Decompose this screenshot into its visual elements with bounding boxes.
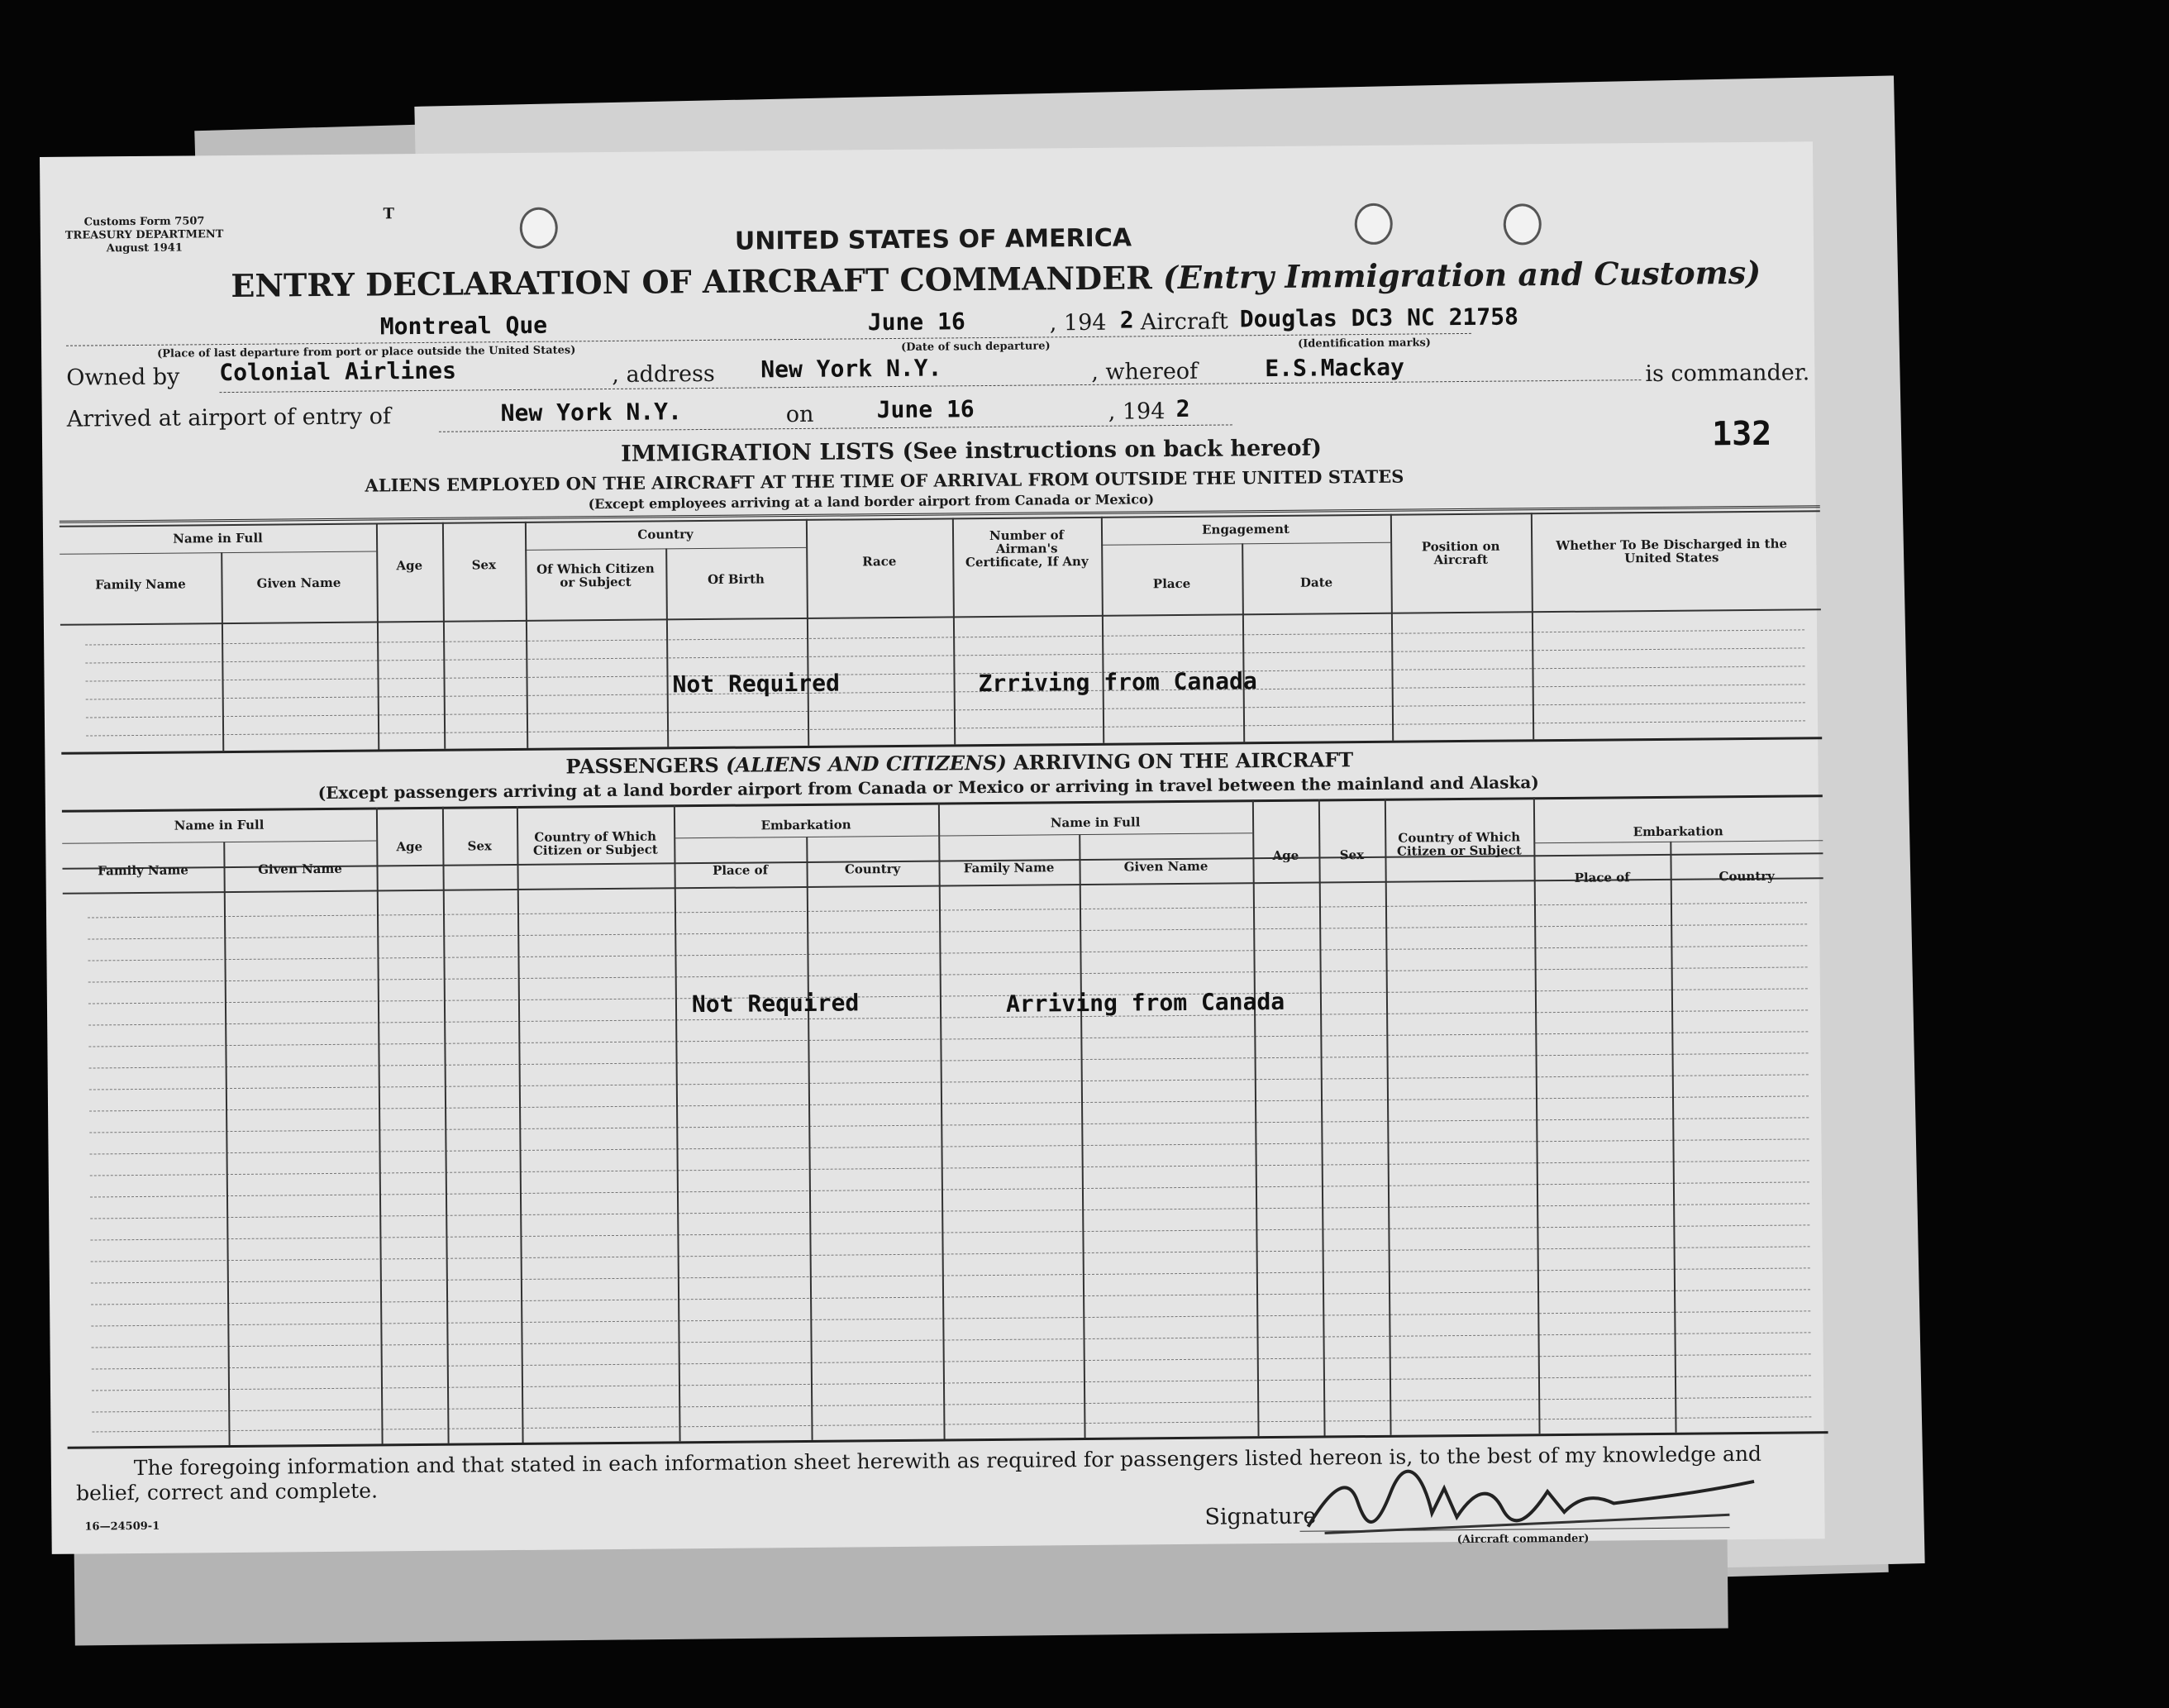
whereof-label: , whereof [1091, 358, 1199, 385]
year-prefix: , 194 [1049, 309, 1107, 336]
passengers-heading [565, 747, 1353, 778]
p-col-given-name-2: Given Name [1123, 858, 1208, 875]
arrival-airport: New York N.Y. [500, 398, 683, 427]
p-col-embarkation-2: Embarkation [1633, 823, 1723, 840]
p-col-name-in-full-2: Name in Full [1050, 814, 1141, 831]
year-digit: 2 [1119, 306, 1134, 334]
col-age: Age [396, 557, 423, 574]
p-col-embarkation: Embarkation [760, 817, 851, 833]
p-col-country-2: Country [1719, 868, 1775, 885]
col-given-name: Given Name [256, 575, 341, 591]
aliens-note-arriving: Zrriving from Canada [978, 667, 1257, 698]
passengers-heading-text: PASSENGERS [565, 752, 719, 779]
form-id-block [65, 215, 224, 256]
owner-name: Colonial Airlines [219, 356, 456, 387]
arrival-date: June 16 [876, 395, 975, 424]
form-date: August 1941 [106, 241, 183, 255]
col-citizen-of: Of Which Citizen or Subject [536, 561, 655, 590]
country-heading: UNITED STATES OF AMERICA [734, 223, 1132, 256]
passengers-heading-italic: (ALIENS AND CITIZENS) [726, 750, 1007, 777]
form-title [231, 254, 1761, 304]
immigration-heading [621, 435, 1322, 466]
departure-line [66, 333, 1471, 346]
aliens-heading: ALIENS EMPLOYED ON THE AIRCRAFT AT THE TIME OF ARRIVAL FROM OUTSIDE THE UNITED STATES [365, 465, 1404, 496]
col-place: Place [1152, 575, 1191, 592]
form-title-sub: (Entry Immigration and Customs) [1162, 253, 1761, 297]
print-code: 16—24509-1 [84, 1520, 160, 1534]
p-col-family-name: Family Name [98, 862, 188, 879]
p-col-place-of-2: Place of [1574, 870, 1630, 885]
address-label: , address [612, 360, 715, 388]
p-col-age: Age [396, 838, 423, 855]
col-position: Position on Aircraft [1421, 538, 1500, 568]
signature-label: Signature [1204, 1503, 1317, 1530]
p-col-sex-2: Sex [1339, 847, 1365, 863]
aircraft-id: Douglas DC3 NC 21758 [1239, 303, 1519, 333]
form-title-main: ENTRY DECLARATION OF AIRCRAFT COMMANDER [231, 259, 1152, 304]
year2-digit: 2 [1175, 394, 1190, 423]
certification-text-2: belief, correct and complete. [75, 1478, 379, 1505]
col-date: Date [1299, 575, 1333, 590]
immigration-heading-text: IMMIGRATION LISTS [621, 438, 895, 467]
date-caption: (Date of such departure) [900, 340, 1051, 354]
p-col-country-citizen-2: Country of Which Citizen or Subject [1396, 829, 1522, 859]
aliens-note: (Except employees arriving at a land border airport from Canada or Mexico) [588, 491, 1155, 513]
col-sex: Sex [471, 557, 497, 573]
on-label: on [785, 401, 814, 428]
form-page [40, 141, 1825, 1554]
sheet-number: 132 [1711, 414, 1772, 454]
signature-caption: (Aircraft commander) [1456, 1532, 1590, 1547]
passengers-heading-rest: ARRIVING ON THE AIRCRAFT [1013, 747, 1354, 775]
ident-caption: (Identification marks) [1297, 336, 1431, 351]
form-number: Customs Form 7507 [83, 215, 205, 229]
p-col-name-in-full: Name in Full [174, 817, 265, 833]
col-family-name: Family Name [95, 576, 186, 593]
p-col-place-of: Place of [712, 862, 769, 878]
aliens-note-not-required: Not Required [672, 669, 841, 699]
punch-hole [520, 208, 558, 249]
aircraft-label: Aircraft [1140, 308, 1228, 336]
col-engagement: Engagement [1201, 521, 1289, 537]
col-race: Race [862, 553, 897, 570]
punch-hole [1504, 203, 1542, 245]
p-col-country-citizen: Country of Which Citizen or Subject [532, 828, 658, 858]
year2-prefix: , 194 [1108, 398, 1166, 425]
departure-caption: (Place of last departure from port or place outside the United States) [157, 344, 576, 360]
p-col-family-name-2: Family Name [963, 860, 1055, 876]
col-airman-cert: Number of Airman's Certificate, If Any [965, 527, 1089, 570]
p-col-given-name: Given Name [258, 861, 342, 877]
passengers-note-arriving: Arriving from Canada [1005, 987, 1285, 1018]
punch-hole [1355, 203, 1393, 245]
col-country: Country [637, 527, 694, 542]
p-col-sex: Sex [467, 838, 493, 854]
p-col-country: Country [844, 861, 901, 877]
arrived-label: Arrived at airport of entry of [66, 403, 392, 432]
col-name-in-full: Name in Full [173, 530, 263, 546]
signature-image [1299, 1465, 1763, 1543]
certification-text: The foregoing information and that stated in each information sheet herewith as required for passengers listed hereon is, to the best of my knowledge and [133, 1441, 1762, 1481]
form-department: TREASURY DEPARTMENT [64, 228, 224, 242]
owner-address: New York N.Y. [760, 354, 942, 384]
col-of-birth: Of Birth [707, 571, 765, 587]
corner-mark: T [383, 205, 395, 223]
col-discharged: Whether To Be Discharged in the United States [1556, 536, 1788, 566]
commander-name: E.S.Mackay [1265, 353, 1405, 383]
owned-by-label: Owned by [66, 364, 180, 391]
passengers-note: (Except passengers arriving at a land border airport from Canada or Mexico or arriving in travel between the mainland and Alaska) [317, 772, 1539, 804]
immigration-heading-note: (See instructions on back hereof) [902, 435, 1323, 465]
commander-suffix: is commander. [1645, 360, 1810, 388]
departure-place: Montreal Que [379, 311, 548, 341]
p-col-age-2: Age [1272, 847, 1299, 864]
passengers-note-not-required: Not Required [691, 989, 860, 1019]
departure-date: June 16 [867, 308, 965, 336]
